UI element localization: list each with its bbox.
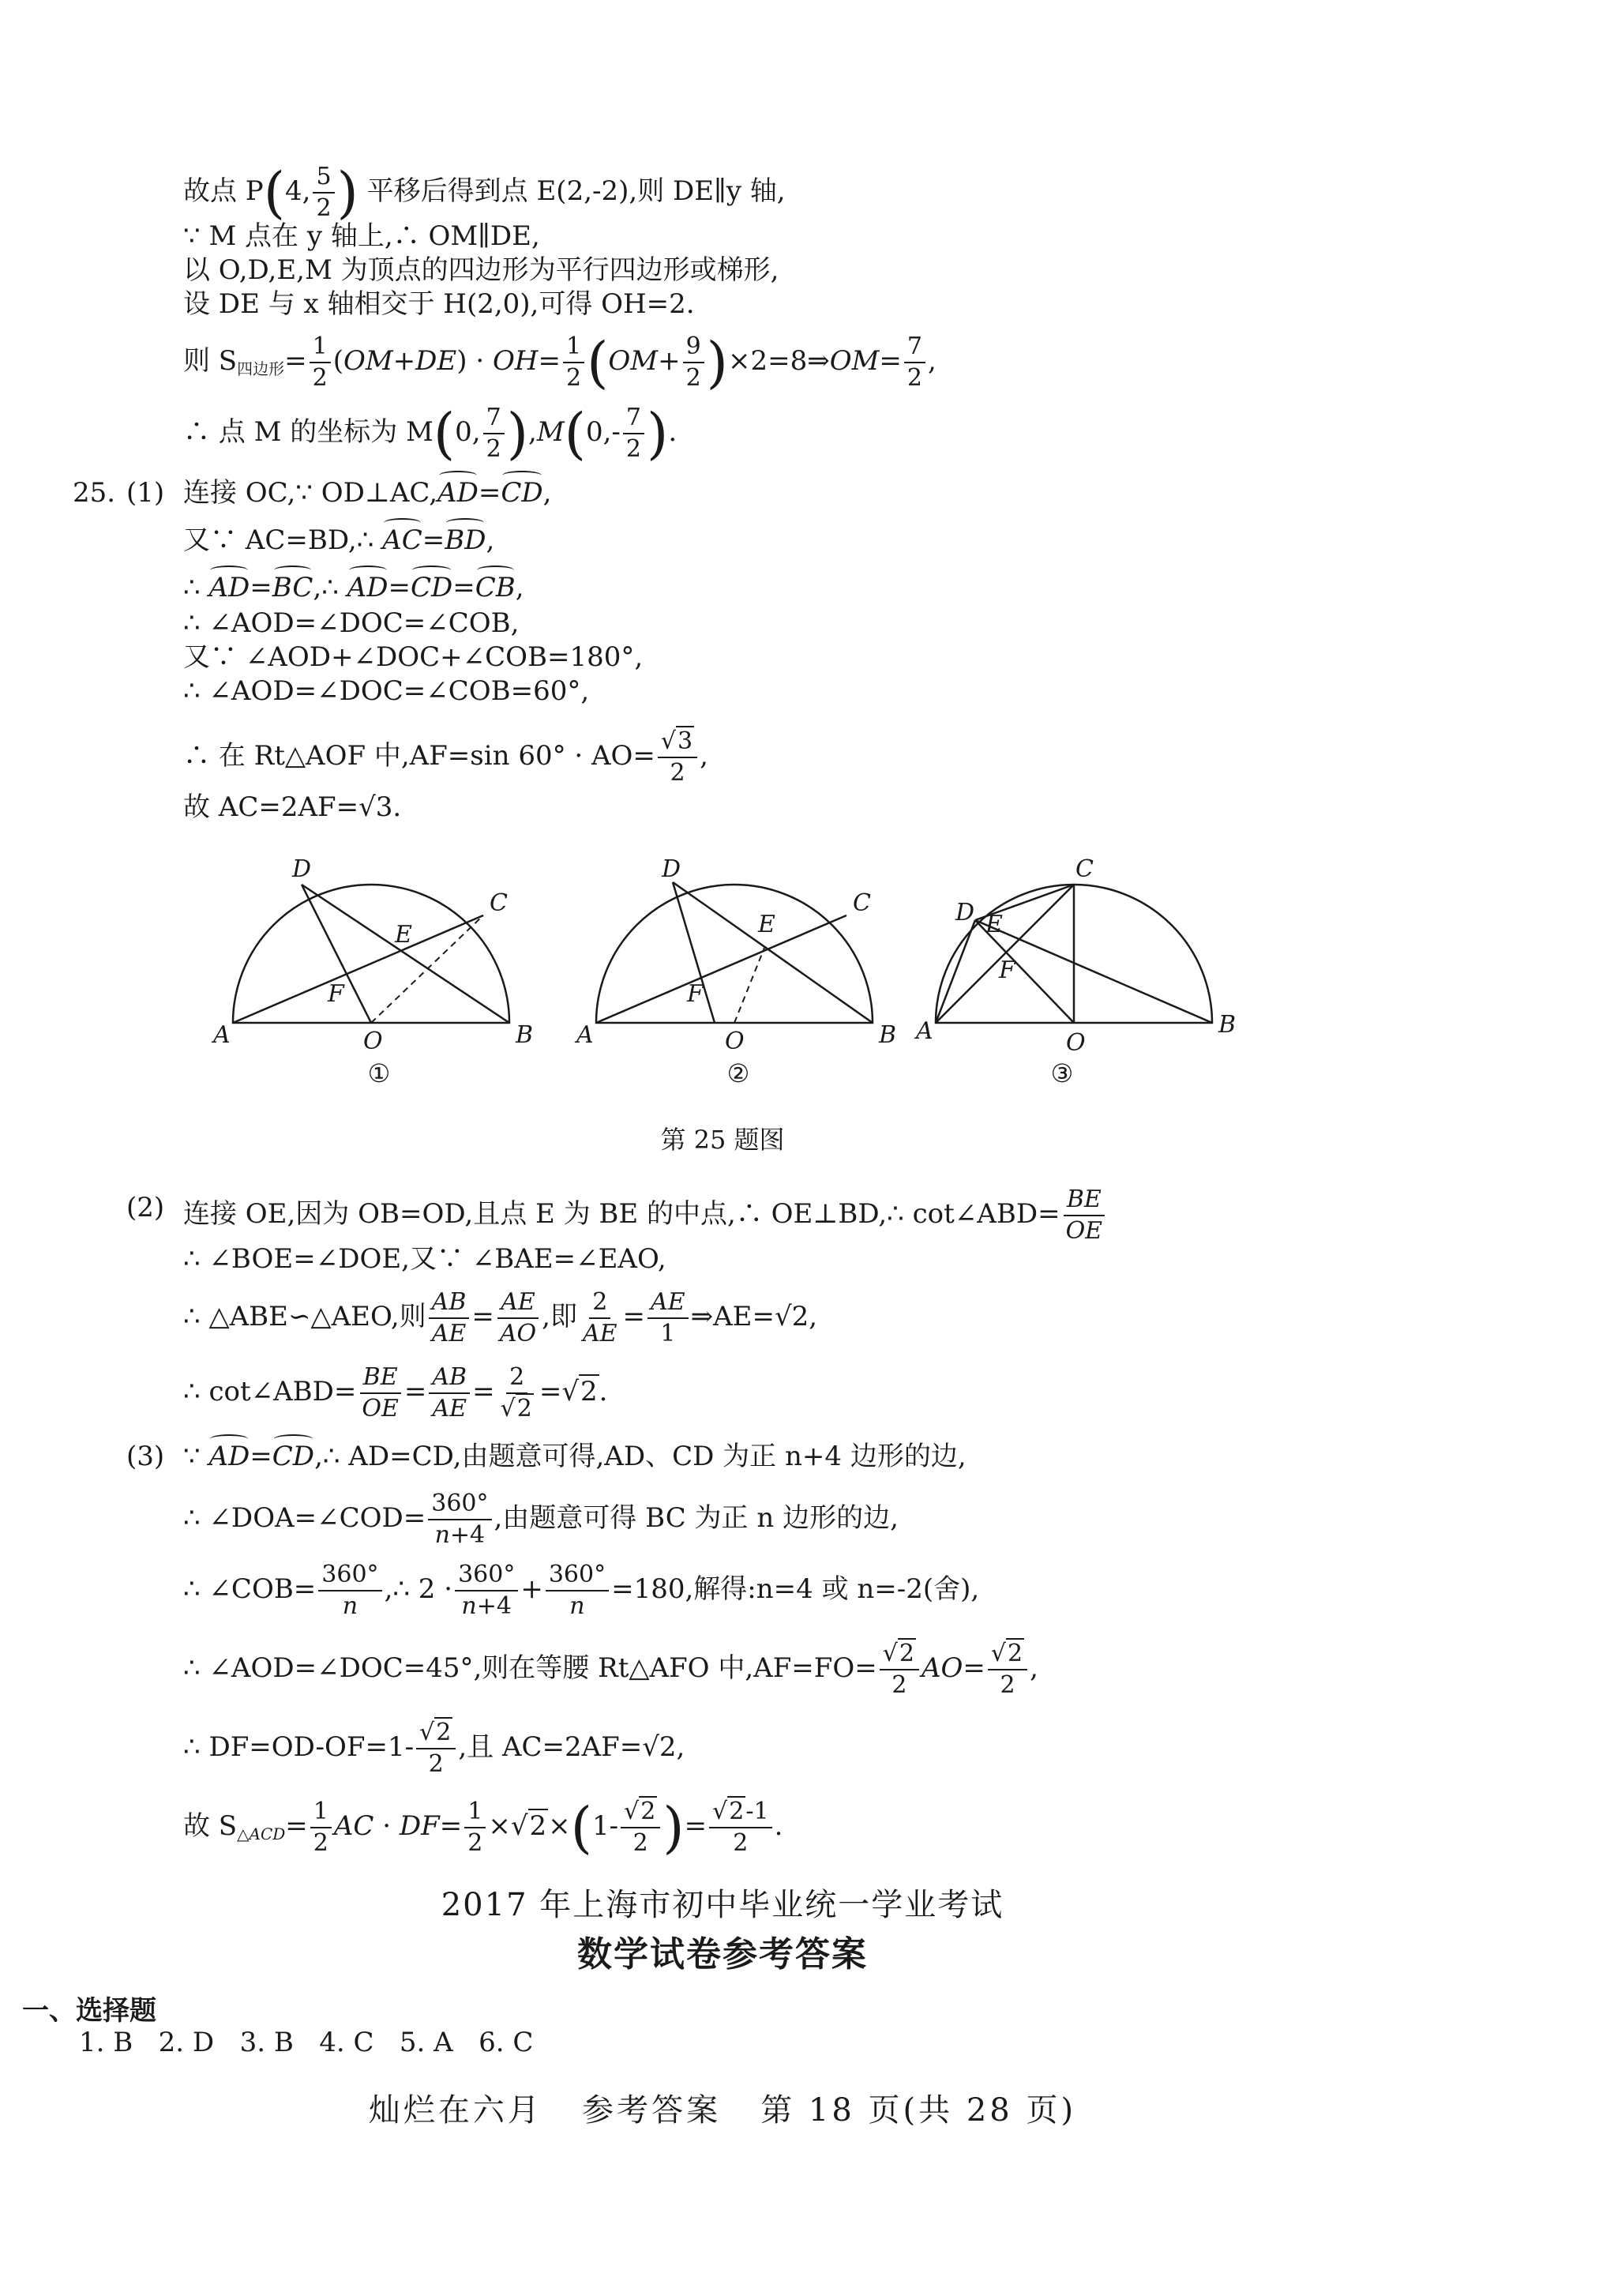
q25-p3-line4: ∴ ∠AOD=∠DOC=45°,则在等腰 Rt△AFO 中,AF=FO= $\frac{√2}{2}$ AO= $\frac{√2}{2}$ , [183, 1640, 1038, 1699]
svg-text:F: F [328, 980, 344, 1008]
q25-p2-line1: 连接 OE,因为 OB=OD,且点 E 为 BE 的中点,∴ OE⊥BD,∴ cot∠ABD= $\frac{BE}{OE}$ [183, 1185, 1108, 1246]
svg-text:A: A [576, 1021, 594, 1049]
q25-number: 25. [73, 477, 116, 509]
line-quad: 以 O,D,E,M 为顶点的四边形为平行四边形或梯形, [183, 254, 779, 286]
line-m-coord: ∴ 点 M 的坐标为 M(0, $\frac{7}{2}$ ),M(0,- $\frac{7}{2}$ ). [183, 401, 678, 466]
svg-text:C: C [853, 889, 871, 917]
q25-p3-line5: ∴ DF=OD-OF=1- $\frac{√2}{2}$ ,且 AC=2AF=√2, [183, 1719, 685, 1778]
svg-text:C: C [490, 889, 508, 917]
svg-text:B: B [879, 1021, 897, 1049]
figure-2 [569, 849, 908, 1054]
q25-p1-line7: ∴ 在 Rt△AOF 中,AF=sin 60° · AO= $\frac{√3}{2}$ , [183, 727, 708, 787]
svg-text:O: O [363, 1028, 383, 1054]
q25-p1-line5: 又∵ ∠AOD+∠DOC+∠COB=180°, [183, 641, 644, 673]
svg-text:O: O [725, 1028, 745, 1054]
q25-p2-line4: ∴ cot∠ABD= $\frac{BE}{OE}$ = $\frac{AB}{AE}$ = $\frac{2}{√2}$ =√2. [183, 1363, 608, 1422]
svg-text:B: B [1218, 1011, 1237, 1039]
svg-text:O: O [1066, 1029, 1086, 1054]
svg-text:D: D [292, 855, 312, 883]
svg-text:E: E [985, 911, 1003, 938]
figure-1 [205, 849, 545, 1054]
svg-text:D: D [662, 855, 681, 883]
svg-text:A: A [213, 1021, 231, 1049]
exam-title: 2017 年上海市初中毕业统一学业考试 [441, 1887, 1004, 1923]
section-heading: 一、选择题 [22, 1995, 156, 2027]
line-de-x: 设 DE 与 x 轴相交于 H(2,0),可得 OH=2. [183, 288, 695, 320]
svg-text:F: F [687, 980, 704, 1008]
q25-part3-label: (3) [126, 1441, 165, 1472]
figure-3 [908, 849, 1248, 1054]
q25-p1-line8: 故 AC=2AF=√3. [183, 791, 402, 823]
svg-text:D: D [955, 899, 975, 926]
line-p-translate: 故点 P(4, $\frac{5}{2}$ ) 平移后得到点 E(2,-2),则 DE∥y 轴, [183, 160, 786, 225]
line-area: 则 $S_{四边形}=$ $\frac{1}{2}$ (OM+DE) · OH= $\frac{1}{2}$ (OM+ $\frac{9}{2}$ )×2=8⇒OM= $\frac{7}{2}$ , [183, 330, 937, 395]
q25-p1-line4: ∴ ∠AOD=∠DOC=∠COB, [183, 607, 520, 639]
q25-part1-label: (1) [126, 477, 165, 509]
q25-p3-line1: ∵ AD=CD,∴ AD=CD,由题意可得,AD、CD 为正 n+4 边形的边, [183, 1437, 967, 1475]
svg-text:B: B [516, 1021, 534, 1049]
svg-text:E: E [395, 921, 412, 949]
q25-p2-line3: ∴ △ABE∽△AEO,则 $\frac{AB}{AE}$ = $\frac{AE}{AO}$ ,即 $\frac{2}{AE}$ = $\frac{AE}{1}$ ⇒AE=√2, [183, 1288, 818, 1347]
exam-subtitle: 数学试卷参考答案 [577, 1934, 868, 1975]
figure-3-label: ③ [1050, 1058, 1074, 1088]
page-footer: 灿烂在六月 参考答案 第 18 页(共 28 页) [368, 2092, 1077, 2129]
svg-text:F: F [999, 956, 1015, 984]
mc-answers: 1. B 2. D 3. B 4. C 5. A 6. C [79, 2027, 534, 2058]
q25-p1-line1: 连接 OC,∵ OD⊥AC,AD=CD, [183, 474, 551, 512]
svg-text:C: C [1075, 855, 1094, 883]
q25-p1-line2: 又∵ AC=BD,∴ AC=BD, [183, 521, 494, 559]
figure-2-label: ② [726, 1058, 750, 1088]
q25-part2-label: (2) [126, 1192, 165, 1223]
q25-p3-line3: ∴ ∠COB= $\frac{360^\circ}{n}$ ,∴ 2 · $\frac{360^\circ}{n+4}$ + $\frac{360^\circ}{n}$ =180,解得:n=4 或 n=-2(舍), [183, 1561, 980, 1620]
line-m-on-y: ∵ M 点在 y 轴上,∴ OM∥DE, [183, 220, 540, 252]
figure-caption: 第 25 题图 [660, 1125, 785, 1155]
svg-text:A: A [916, 1017, 933, 1045]
svg-text:E: E [758, 911, 775, 938]
q25-p3-line6: 故 $S_{\triangle ACD}=$ $\frac{1}{2}$ AC · DF= $\frac{1}{2}$ ×√2×(1- $\frac{√2}{2}$ )= $\frac{√2-1}{2}$ . [183, 1795, 783, 1860]
q25-p3-line2: ∴ ∠DOA=∠COD= $\frac{360^\circ}{n+4}$ ,由题意可得 BC 为正 n 边形的边, [183, 1490, 899, 1549]
q25-p2-line2: ∴ ∠BOE=∠DOE,又∵ ∠BAE=∠EAO, [183, 1243, 666, 1275]
figure-1-label: ① [367, 1058, 391, 1088]
q25-p1-line3: ∴ AD=BC,∴ AD=CD=CB, [183, 569, 524, 607]
q25-p1-line6: ∴ ∠AOD=∠DOC=∠COB=60°, [183, 675, 590, 707]
